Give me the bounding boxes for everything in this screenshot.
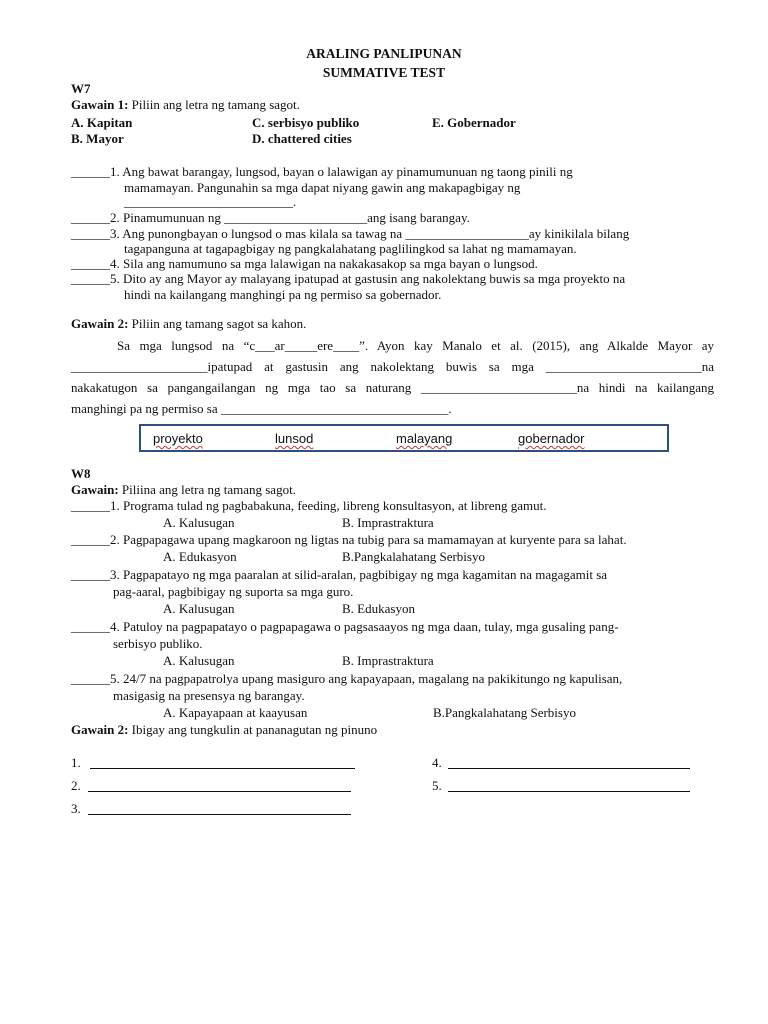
section-w7-label: W7 — [71, 81, 91, 96]
w8-question-1-option-a: A. Kalusugan — [163, 515, 235, 530]
w8-question-5-option-a: A. Kapayapaan at kaayusan — [163, 705, 308, 720]
w7-gawain1-label: Gawain 1: — [71, 97, 129, 112]
w7-question-2: ______2. Pinamumunuan ng ______________________ang isang barangay. — [71, 210, 470, 225]
w7-gawain1-instruction: Piliin ang letra ng tamang sagot. — [131, 97, 300, 112]
w7-question-1-line3: __________________________. — [124, 194, 297, 209]
answer-number-2: 2. — [71, 778, 81, 793]
page-title: ARALING PANLIPUNAN — [306, 46, 462, 61]
w8-question-3-line1: ______3. Pagpapatayo ng mga paaralan at silid-aralan, pagbibigay ng mga kagamitan na magagamit sa — [71, 567, 608, 582]
choice-d: D. chattered cities — [252, 131, 352, 146]
answer-number-5: 5. — [432, 778, 442, 793]
w8-question-4-line1: ______4. Patuloy na pagpapatayo o pagpapagawa o pagsasaayos ng mga daan, tulay, mga gusaling pang- — [71, 619, 619, 634]
w8-question-4-option-b: B. Imprastraktura — [342, 653, 434, 668]
w8-question-2-option-a: A. Edukasyon — [163, 549, 237, 564]
w8-question-5-option-b: B.Pangkalahatang Serbisyo — [433, 705, 576, 720]
w8-question-5-line1: ______5. 24/7 na pagpapatrolya upang masiguro ang kapayapaan, magalang na pakikitungo ng kapulisan, — [71, 671, 623, 686]
w8-question-1-option-b: B. Imprastraktura — [342, 515, 434, 530]
answer-line-2[interactable] — [88, 791, 351, 792]
w7-gawain2-heading — [71, 316, 306, 332]
w7-gawain1-heading — [71, 97, 300, 113]
w8-question-2-option-b: B.Pangkalahatang Serbisyo — [342, 549, 485, 564]
word-bank-item: malayang — [396, 431, 453, 446]
w7-question-3-line2: tagapanguna at tagapagbigay ng pangkalahatang paglilingkod sa lahat ng mamamayan. — [124, 241, 577, 256]
w7-question-1-line2: mamamayan. Pangunahin sa mga dapat niyang gawin ang makapagbigay ng — [124, 180, 521, 195]
w7-gawain2-instruction: Piliin ang tamang sagot sa kahon. — [131, 316, 307, 331]
page-subtitle: SUMMATIVE TEST — [322, 65, 446, 80]
w8-gawain-heading — [71, 482, 296, 498]
w7-paragraph-line3: nakakatugon sa pangangailangan ng mga tao sa naturang ________________________na hindi na kailangang — [71, 380, 714, 395]
w8-question-3-option-a: A. Kalusugan — [163, 601, 235, 616]
choice-c: C. serbisyo publiko — [252, 115, 360, 130]
word-bank-item: gobernador — [518, 431, 585, 446]
w8-gawain2-label: Gawain 2: — [71, 722, 129, 737]
answer-number-3: 3. — [71, 801, 81, 816]
w7-gawain2-label: Gawain 2: — [71, 316, 129, 331]
word-bank-item: proyekto — [153, 431, 203, 446]
w8-question-1: ______1. Programa tulad ng pagbabakuna, feeding, libreng konsultasyon, at libreng gamut. — [71, 498, 547, 513]
word-bank-box — [139, 424, 669, 452]
w8-gawain2-heading — [71, 722, 377, 738]
w8-question-3-line2: pag-aaral, pagbibigay ng suporta sa mga guro. — [113, 584, 354, 599]
choice-a: A. Kapitan — [71, 115, 133, 130]
answer-line-5[interactable] — [448, 791, 690, 792]
answer-line-1[interactable] — [90, 768, 355, 769]
w7-paragraph-line1: Sa mga lungsod na “c___ar_____ere____”. Ayon kay Manalo et al. (2015), ang Alkalde Mayor ay — [117, 338, 714, 353]
w8-question-4-option-a: A. Kalusugan — [163, 653, 235, 668]
answer-number-1: 1. — [71, 755, 81, 770]
w8-question-2: ______2. Pagpapagawa upang magkaroon ng ligtas na tubig para sa mamamayan at kuryente para sa lahat. — [71, 532, 627, 547]
w8-question-4-line2: serbisyo publiko. — [113, 636, 203, 651]
w7-paragraph-line4: manghingi pa ng permiso sa ___________________________________. — [71, 401, 452, 416]
answer-line-3[interactable] — [88, 814, 351, 815]
choice-b: B. Mayor — [71, 131, 124, 146]
word-bank-item: lunsod — [275, 431, 314, 446]
answer-number-4: 4. — [432, 755, 442, 770]
w7-question-5-line2: hindi na kailangang manghingi pa ng permiso sa gobernador. — [124, 287, 442, 302]
answer-line-4[interactable] — [448, 768, 690, 769]
w8-question-3-option-b: B. Edukasyon — [342, 601, 415, 616]
w8-gawain-label: Gawain: — [71, 482, 119, 497]
section-w8-label: W8 — [71, 466, 91, 481]
w8-gawain-instruction: Piliina ang letra ng tamang sagot. — [121, 482, 296, 497]
w7-paragraph-line2: _____________________ipatupad at gastusin ang nakolektang buwis sa mga ________________________na — [71, 359, 714, 374]
choice-e: E. Gobernador — [432, 115, 516, 130]
w7-question-5-line1: ______5. Dito ay ang Mayor ay malayang ipatupad at gastusin ang nakolektang buwis sa mga proyekto na — [71, 271, 626, 286]
w8-gawain2-instruction: Ibigay ang tungkulin at pananagutan ng pinuno — [131, 722, 378, 737]
w7-question-3-line1: ______3. Ang punongbayan o lungsod o mas kilala sa tawag na ___________________ay kinikilala bilang — [71, 226, 630, 241]
w8-question-5-line2: masigasig na presensya ng barangay. — [113, 688, 305, 703]
w7-question-1-line1: ______1. Ang bawat barangay, lungsod, bayan o lalawigan ay pinamumunuan ng taong pinili ng — [71, 164, 573, 179]
w7-question-4: ______4. Sila ang namumuno sa mga lalawigan na nakakasakop sa mga bayan o lungsod. — [71, 256, 538, 271]
